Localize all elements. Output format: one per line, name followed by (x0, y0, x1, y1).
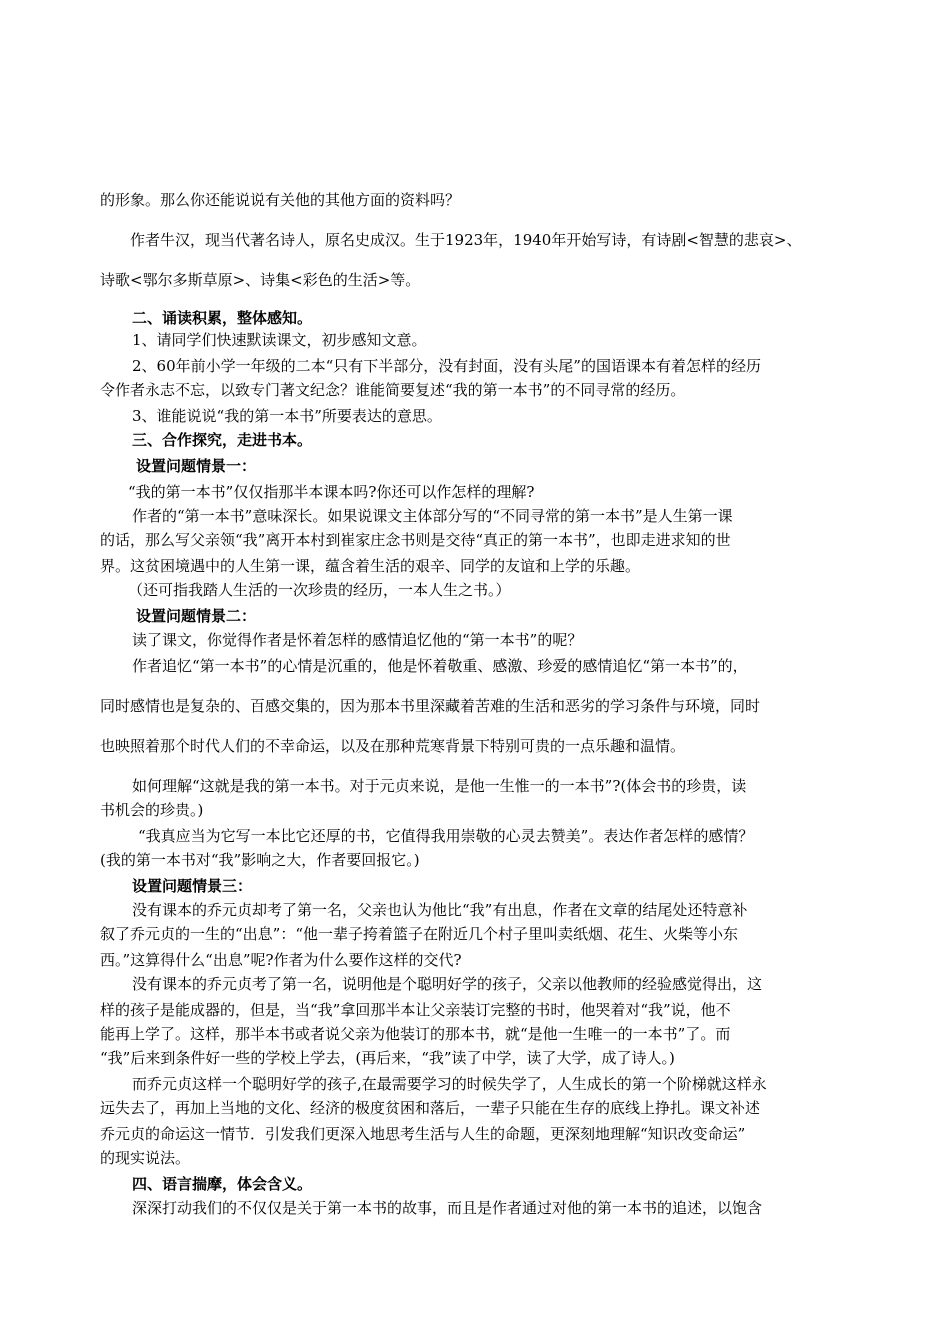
text-line: “我的第一本书”仅仅指那半本课本吗?你还可以作怎样的理解? (128, 483, 535, 501)
text-line: 诗歌<鄂尔多斯草原>、诗集<彩色的生活>等。 (100, 271, 421, 289)
text-line: 的话，那么写父亲领“我”离开本村到崔家庄念书则是交待“真正的第一本书”，也即走进求知的世 (100, 531, 731, 549)
text-line: 没有课本的乔元贞却考了第一名，父亲也认为他比“我”有出息，作者在文章的结尾处还特意补 (132, 901, 748, 919)
text-line: 3、谁能说说“我的第一本书”所要表达的意思。 (132, 407, 442, 425)
text-line: 的现实说法。 (100, 1149, 191, 1167)
text-line: 而乔元贞这样一个聪明好学的孩子,在最需要学习的时候失学了，人生成长的第一个阶梯就这样永 (132, 1075, 767, 1093)
text-line: 深深打动我们的不仅仅是关于第一本书的故事，而且是作者通过对他的第一本书的追述，以饱含 (132, 1199, 763, 1217)
text-line: 如何理解“这就是我的第一本书。对于元贞来说，是他一生惟一的一本书”?(体会书的珍贵，读 (132, 777, 747, 795)
text-line: 作者的“第一本书”意味深长。如果说课文主体部分写的“不同寻常的第一本书”是人生第一课 (132, 507, 733, 525)
text-line: 界。这贫困境遇中的人生第一课，蕴含着生活的艰辛、同学的友谊和上学的乐趣。 (100, 557, 641, 575)
text-line: 叙了乔元贞的一生的“出息”：“他一辈子挎着篮子在附近几个村子里叫卖纸烟、花生、火柴等小东 (100, 925, 739, 943)
text-line: (我的第一本书对“我”影响之大，作者要回报它。) (100, 851, 420, 869)
text-line: 作者追忆“第一本书”的心情是沉重的，他是怀着敬重、感激、珍爱的感情追忆“第一本书”的， (132, 657, 748, 675)
text-line: 令作者永志不忘，以致专门著文纪念？谁能简要复述“我的第一本书”的不同寻常的经历。 (100, 381, 686, 399)
text-line: 读了课文，你觉得作者是怀着怎样的感情追忆他的“第一本书”的呢？ (132, 631, 583, 649)
section-heading: 三、合作探究，走进书本。 (132, 431, 313, 449)
text-line: “我”后来到条件好一些的学校上学去，(再后来，“我”读了中学，读了大学，成了诗人。) (100, 1049, 675, 1067)
section-heading: 四、语言揣摩，体会含义。 (132, 1175, 313, 1193)
text-line: 样的孩子是能成器的，但是，当“我”拿回那半本让父亲装订完整的书时，他哭着对“我”说，他不 (100, 1001, 731, 1019)
text-line: 同时感情也是复杂的、百感交集的，因为那本书里深藏着苦难的生活和恶劣的学习条件与环境，同时 (100, 697, 761, 715)
text-line: 乔元贞的命运这一情节．引发我们更深入地思考生活与人生的命题，更深刻地理解“知识改变命运” (100, 1125, 746, 1143)
text-line: 1、请同学们快速默读课文，初步感知文意。 (132, 331, 427, 349)
text-line: 书机会的珍贵。) (100, 801, 204, 819)
subheading: 设置问题情景一： (136, 457, 257, 475)
section-heading: 二、诵读积累，整体感知。 (132, 309, 313, 327)
text-line: 西。”这算得什么“出息”呢?作者为什么要作这样的交代? (100, 951, 462, 969)
subheading: 设置问题情景三： (132, 877, 253, 895)
text-line: 2、60年前小学一年级的二本“只有下半部分，没有封面，没有头尾”的国语课本有着怎样的经历 (132, 357, 761, 375)
text-line: 没有课本的乔元贞考了第一名，说明他是个聪明好学的孩子，父亲以他教师的经验感觉得出，这 (132, 975, 763, 993)
text-line: 远失去了，再加上当地的文化、经济的极度贫困和落后，一辈子只能在生存的底线上挣扎。课文补述 (100, 1099, 761, 1117)
text-line: 也映照着那个时代人们的不幸命运，以及在那种荒寒背景下特别可贵的一点乐趣和温情。 (100, 737, 686, 755)
text-line: 作者牛汉，现当代著名诗人，原名史成汉。生于1923年，1940年开始写诗，有诗剧<智慧的悲哀>、 (130, 231, 802, 249)
text-line: 的形象。那么你还能说说有关他的其他方面的资料吗？ (100, 191, 461, 209)
text-line: “我真应当为它写一本比它还厚的书，它值得我用崇敬的心灵去赞美”。表达作者怎样的感情？ (138, 827, 754, 845)
text-line: 能再上学了。这样，那半本书或者说父亲为他装订的那本书，就“是他一生唯一的一本书”了。而 (100, 1025, 731, 1043)
text-line: （还可指我踏人生活的一次珍贵的经历，一本人生之书。） (128, 581, 511, 599)
subheading: 设置问题情景二： (136, 607, 257, 625)
